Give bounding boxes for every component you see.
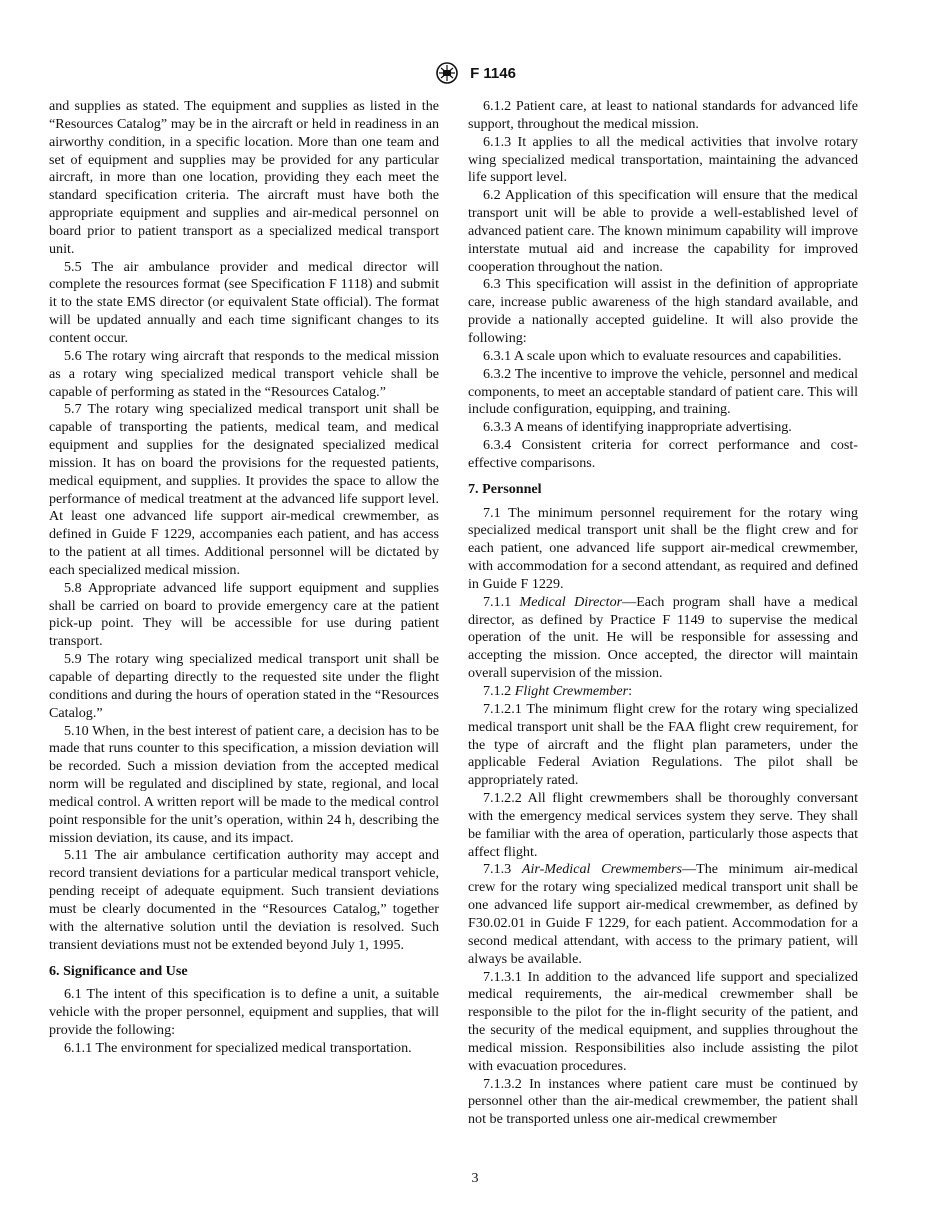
clause-text: —The minimum air-medical crew for the rotary wing specialized medical transport unit shall be one advanced life support air-medical crewmember, as defined by F30.02.01 in Guide F 1229, for each patient. Accommodation for a second medical attendant, with access to the primary patient, will always be available.: [468, 861, 858, 967]
paragraph: 6.3.3 A means of identifying inappropriate advertising.: [483, 419, 792, 436]
paragraph: 7.1.3.1 In addition to the advanced life support and specialized medical requirements, the air-medical crewmember shall be responsible to the pilot for the in-flight security of the patient, and the security of the medical equipment, and supplies throughout the medical mission. Responsibilities also include assisting the pilot with evacuation procedures.: [468, 968, 858, 1074]
paragraph: 6.1.2 Patient care, at least to national standards for advanced life support, throughout the medical mission.: [468, 98, 858, 132]
clause-number: 7.1.3: [483, 861, 512, 878]
section-heading: 7. Personnel: [468, 480, 542, 497]
paragraph: 6.1 The intent of this specification is to define a unit, a suitable vehicle with the proper personnel, equipment and supplies, that will provide the following:: [49, 986, 439, 1039]
paragraph: 5.6 The rotary wing aircraft that responds to the medical mission as a rotary wing specialized medical transport vehicle shall be capable of performing as stated in the “Resources Catalog.”: [49, 347, 439, 400]
clause-number: 7.1.1: [483, 593, 512, 610]
paragraph: 7.1.2.2 All flight crewmembers shall be thoroughly conversant with the emergency medical services system they serve. They shall be familiar with the area of operation, particularly those aspects that affect flight.: [468, 790, 858, 860]
paragraph: and supplies as stated. The equipment and supplies as listed in the “Resources Catalog” may be in the aircraft or held in readiness in an airworthy condition, in a specific location. More than one team and set of equipment and supplies may be provided for any particular aircraft, in more than one location, providing they each meet the standard specification criteria. The aircraft must have both the appropriate equipment and supplies and air-medical personnel on board prior to patient transport as a specialized medical transport unit.: [49, 98, 439, 257]
paragraph: 7.1 The minimum personnel requirement for the rotary wing specialized medical transport unit shall be the flight crew and for each patient, one advanced life support air-medical crewmember, with accommodation for a second attendant, as required and defined in Guide F 1229.: [468, 504, 858, 592]
paragraph: 5.11 The air ambulance certification authority may accept and record transient deviations for a particular medical transport vehicle, pending receipt of adequate equipment. Such transient deviations must be clearly documented in the “Resources Catalog,” together with the alternative solution until the deviation is resolved. Such transient deviations must not be extended beyond July 1, 1995.: [49, 847, 439, 953]
clause-number: 7.1.2: [483, 683, 512, 699]
paragraph: [468, 861, 858, 968]
paragraph: 6.3.4 Consistent criteria for correct performance and cost-effective comparisons.: [468, 437, 858, 471]
paragraph: 5.8 Appropriate advanced life support equipment and supplies shall be carried on board to provide emergency care at the patient pick-up point. They will be accessible for use during patient transport.: [49, 579, 439, 650]
paragraph: 6.3 This specification will assist in the definition of appropriate care, increase public awareness of the high standard available, and provide a nationally accepted guideline. It will also provide the following:: [468, 276, 858, 346]
paragraph: 6.3.2 The incentive to improve the vehicle, personnel and medical components, to meet an acceptable standard of patient care. This will include configuration, equipping, and training.: [468, 365, 858, 418]
paragraph: 5.10 When, in the best interest of patient care, a decision has to be made that runs counter to this specification, a mission deviation will be recorded. Such a mission deviation from the accepted medical norm will be regulated and disciplined by state, regional, and local medical control. A written report will be made to the medical control point responsible for the unit’s operation, within 24 h, describing the mission deviation, its cause, and its impact.: [49, 722, 439, 846]
right-text-column: [468, 98, 858, 1129]
clause-text: —Each program shall have a medical director, as defined by Practice F 1149 to supervise the medical operation of the unit. He will be responsible for assessing and accepting the mission. Once accepted, the director will maintain overall supervision of the mission.: [468, 593, 858, 682]
left-text-column: [49, 98, 439, 1058]
paragraph: 5.7 The rotary wing specialized medical transport unit shall be capable of transporting the patients, medical team, and medical equipment and supplies for the designated specialized medical mission. It has on board the provisions for the requested patients, medical equipment, and supplies. It provides the space to allow the performance of medical treatment at the advanced life support level. At least one advanced life support air-medical crewmember, as defined in Guide F 1229, accompanies each patient, and has access to the patient at all times. Additional personnel will be dictated by each specialized medical mission.: [49, 401, 439, 578]
clause-title: Air-Medical Crewmembers: [521, 861, 682, 878]
page-header: [0, 62, 950, 88]
paragraph: 6.1.3 It applies to all the medical activities that involve rotary wing specialized medical transportation, maintaining the advanced life support level.: [468, 133, 858, 186]
paragraph: 7.1.2.1 The minimum flight crew for the rotary wing specialized medical transport unit shall be the FAA flight crew requirement, for the type of aircraft and the flight plan parameters, under the applicable Federal Aviation Regulations. The pilot shall be appropriately rated.: [468, 700, 858, 789]
paragraph: [468, 594, 858, 683]
clause-title: Medical Director: [519, 593, 623, 610]
paragraph: 5.9 The rotary wing specialized medical transport unit shall be capable of departing directly to the requested site under the flight conditions and during the hours of operation stated in the “Resources Catalog.”: [49, 651, 439, 721]
paragraph: [468, 683, 858, 701]
paragraph: 6.1.1 The environment for specialized medical transportation.: [64, 1039, 412, 1056]
clause-title: Flight Crewmember: [514, 683, 629, 699]
page-number: 3: [471, 1171, 479, 1186]
clause-text: :: [628, 683, 633, 699]
standard-designation: F 1146: [470, 64, 516, 82]
paragraph: 5.5 The air ambulance provider and medical director will complete the resources format (see Specification F 1118) and submit it to the state EMS director (or equivalent State official). The format will be updated annually and each time significant changes to its content occur.: [49, 258, 439, 346]
paragraph: 6.3.1 A scale upon which to evaluate resources and capabilities.: [483, 347, 842, 364]
paragraph: 6.2 Application of this specification will ensure that the medical transport unit will be able to provide a well-established level of advanced patient care. The known minimum capability will improve interstate mutual aid and increase the capability for improved cooperation throughout the nation.: [468, 187, 858, 275]
section-heading: 6. Significance and Use: [49, 962, 188, 979]
astm-logo-icon: [434, 62, 460, 84]
paragraph: 7.1.3.2 In instances where patient care must be continued by personnel other than the air-medical crewmember, the patient shall not be transported unless one air-medical crewmember: [468, 1075, 858, 1128]
